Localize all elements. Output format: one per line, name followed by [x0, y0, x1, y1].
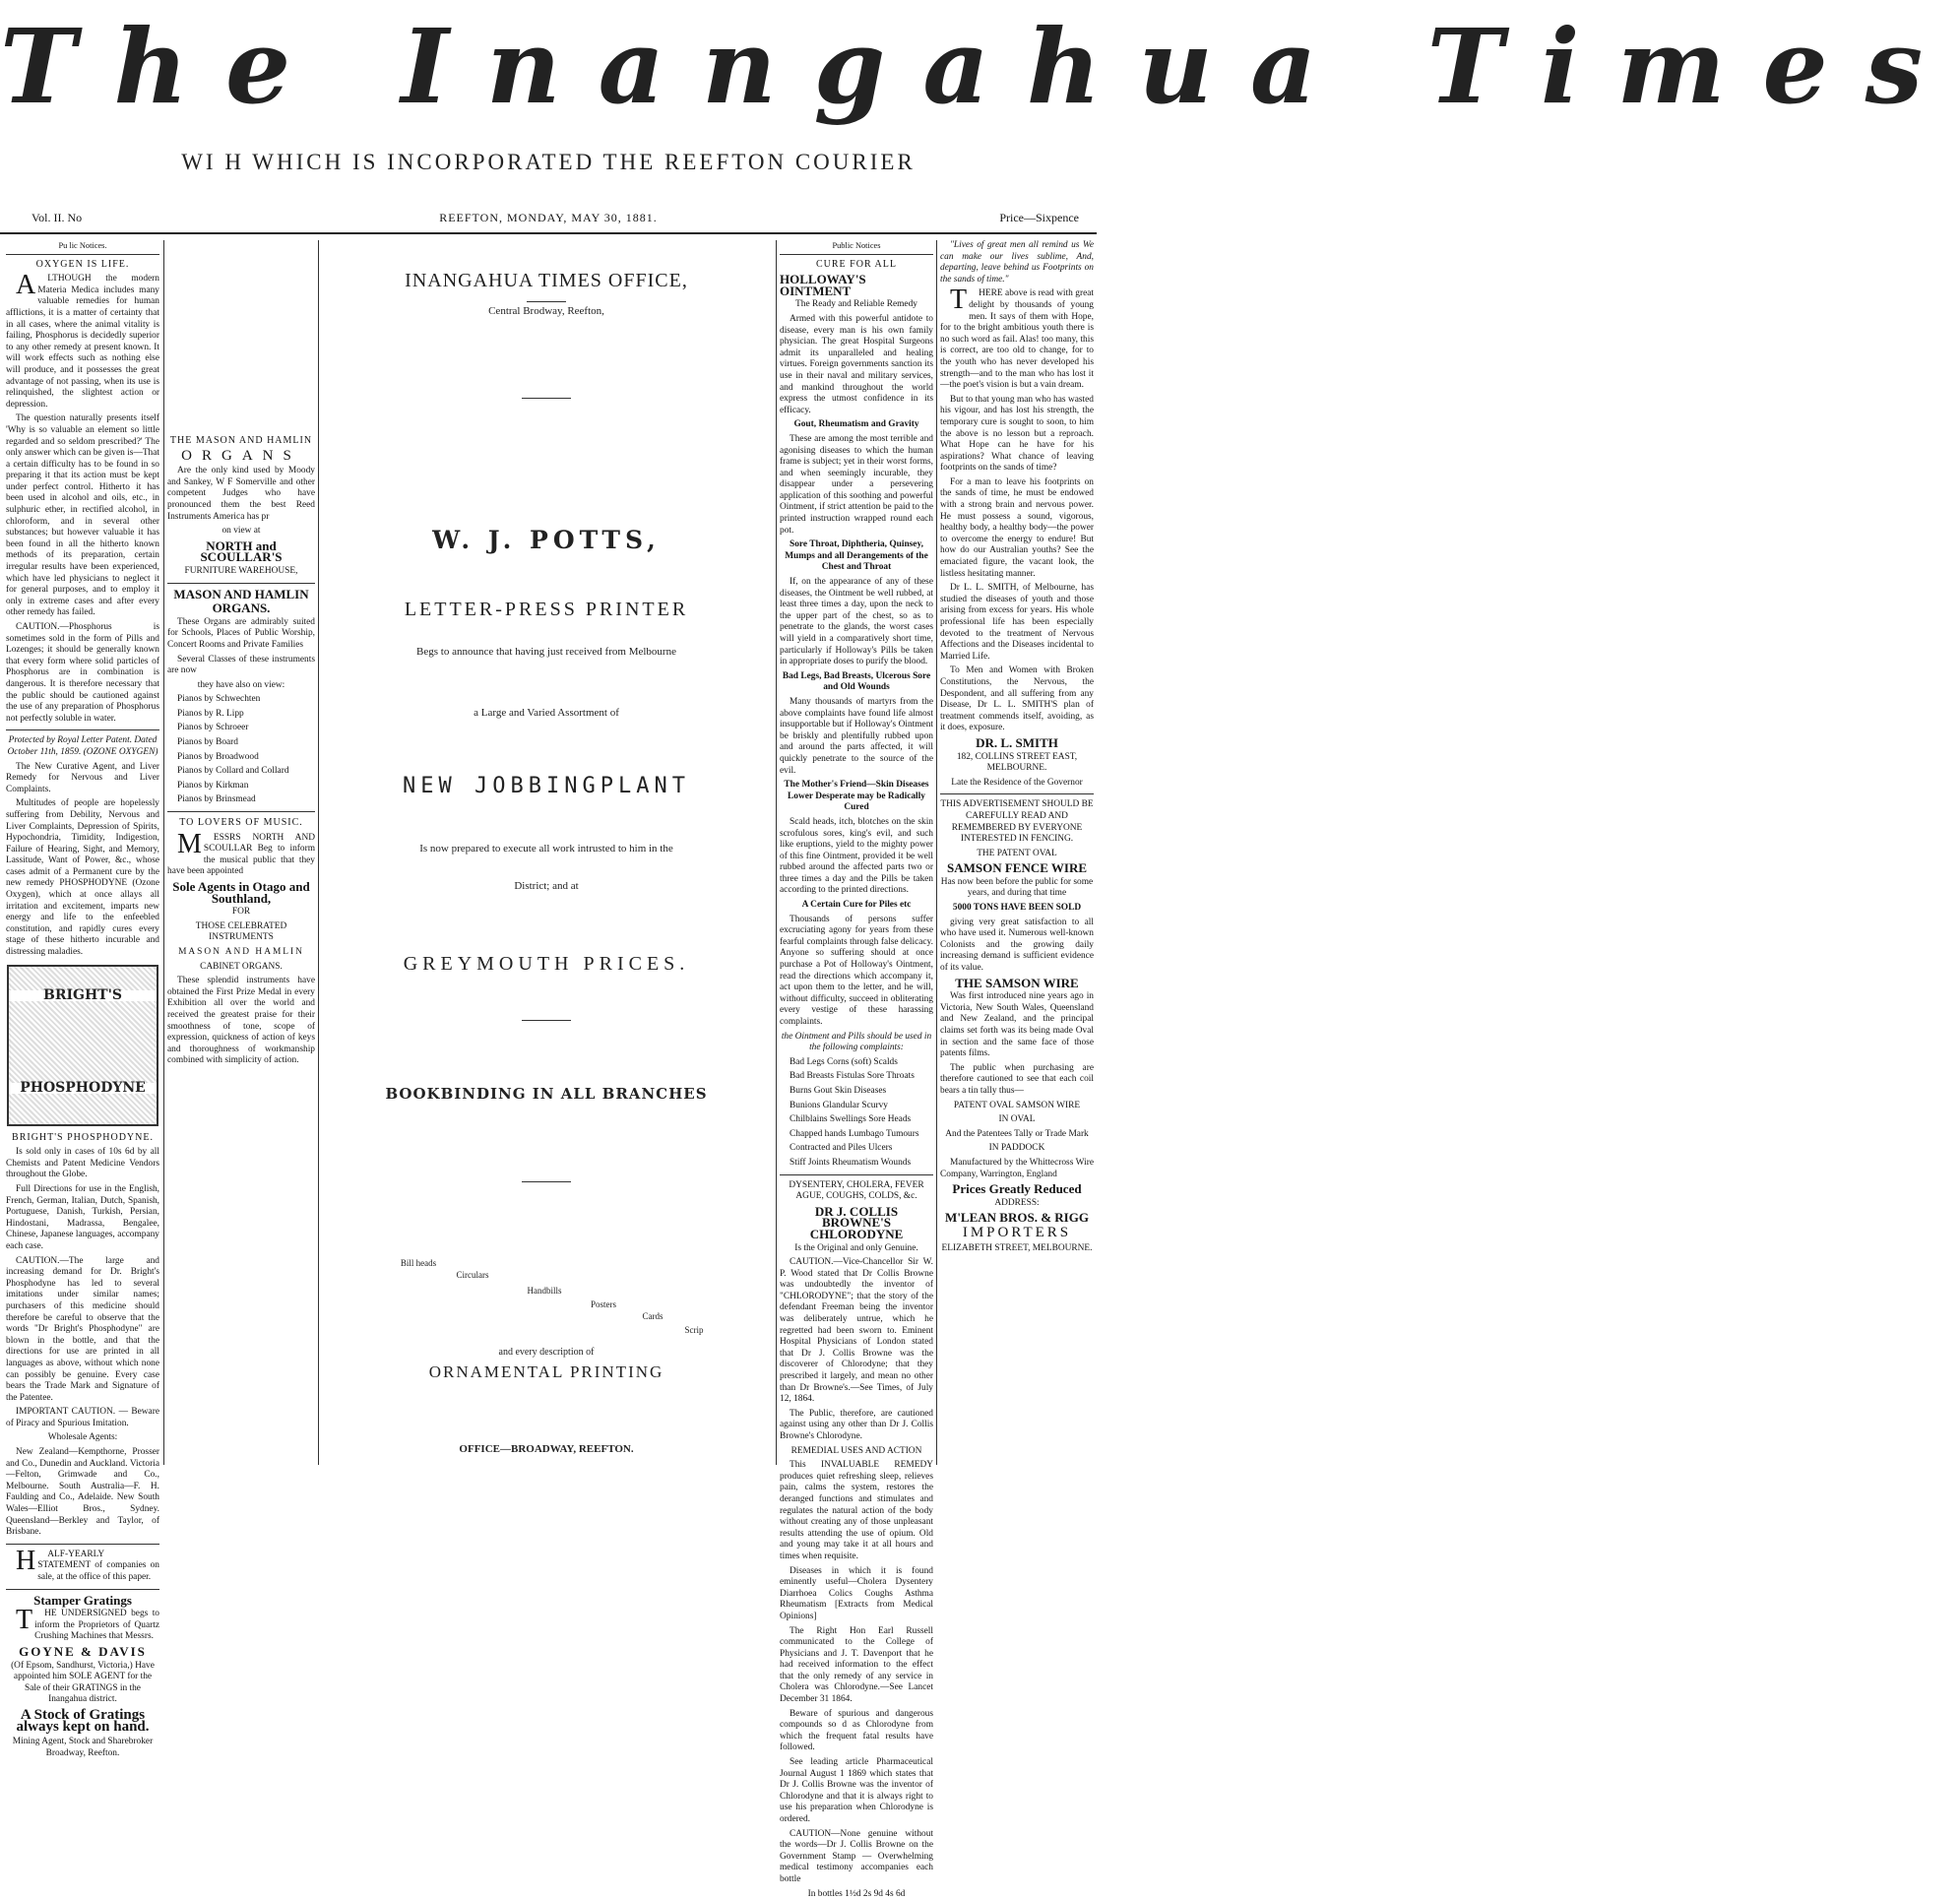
ad-body: Is the Original and only Genuine. [794, 1242, 918, 1253]
ad-body: THOSE CELEBRATED INSTRUMENTS [195, 920, 287, 943]
complaint-row: Chapped hands Lumbago Tumours [790, 1128, 919, 1139]
ad-heading: OXYGEN IS LIFE. [35, 258, 130, 270]
ad-body: To Men and Women with Broken Constitutions, the Nervous, the Despondent, and all suffering from any Disease, Dr L. L. SMITH'S plan of treatment commends itself, avoiding, as it does, exposure. [940, 665, 1094, 733]
volume-number: Vol. II. No [32, 211, 83, 224]
ad-body: For a man to leave his footprints on the sands of time, he must be endowed with a strong brain and nervous power. He must possess a sound, vigorous, healthy body, a healthy body—the power to overcome the energy to endure! But how do our Australian youths? See the emaciated figure, the vacant look, the listless hesitating manner. [940, 476, 1094, 579]
ad-body: The New Curative Agent, and Liver Remedy for Nervous and Liver Complaints. [6, 761, 159, 794]
ad-body: Dr L. L. SMITH, of Melbourne, has studied the diseases of youth and those arising from excess for years. His whole professional life has been especially devoted to the treatment of Nervous Affections and the Diseases incidental to Married Life. [940, 583, 1094, 662]
ad-body: THERE above is read with great delight by thousands of young men. It says of them with Hope, for to the bright ambitious youth there is no such word as fail. Alas! too many, this is correct, are too old to change, for to the youth who has never developed his strength—and to the man who has lost it—the poet's vision is but a vain dream. [940, 285, 1094, 391]
ad-body: The Public, therefore, are cautioned against using any other than Dr J. Collis Browne's Chlorodyne. [780, 1408, 933, 1441]
print-item: Handbills [527, 1286, 562, 1296]
ad-body: Full Directions for use in the English, French, German, Italian, Dutch, Spanish, Portuguese, Danish, Turkish, Persian, Hindostani, Madrassa, Bengalee, Chinese, Japanese languages, accompany each case. [6, 1184, 159, 1251]
ad-body: PATENT OVAL SAMSON WIRE [953, 1100, 1081, 1110]
ad-body: Is sold only in cases of 10s 6d by all Chemists and Patent Medicine Vendors throughout the Globe. [6, 1147, 159, 1180]
ad-body: The question naturally presents itself 'Why is so valuable an element so little regarded and so seldom prescribed?' The only answer which can be given is—That a certain difficulty has to be found in so preparing it that its action must be kept under perfect control. Hitherto it has been used in alcohol and oils, etc., in sulphuric ether, in rectified alcohol, in chloroform, and in several other substances; but however valuable it has been found in all the hitherto known methods of its preparation, certain irregular results have been experienced, which have led physicians to neglect it for general purposes, and to employ it only in extreme cases and after every other remedy has failed. [6, 413, 159, 618]
ad-heading: TO LOVERS OF MUSIC. [179, 817, 303, 829]
ad-patent: Protected by Royal Letter Patent. Dated October 11th, 1859. (OZONE OXYGEN) [7, 735, 158, 757]
complaint-row: Contracted and Piles Ulcers [790, 1143, 893, 1154]
ad-body: Scald heads, itch, blotches on the skin scrofulous sores, king's evil, and such like eruptions, yield to the mighty power of this fine Ointment, provided it be well rubbed around the affected parts two or three times a day and the Pills be taken according to the printed directions. [780, 816, 933, 896]
piano-item: Pianos by Board [177, 737, 238, 748]
masthead-subtitle: WI H WHICH IS INCORPORATED THE REEFTON COURIER [181, 150, 916, 174]
ad-heading: ORGANS. [212, 601, 271, 616]
ad-subheading: Sore Throat, Diphtheria, Quinsey, Mumps and all Derangements of the Chest and Throat [785, 539, 928, 573]
print-item: Cards [642, 1311, 664, 1321]
issue-price: Price—Sixpence [999, 211, 1079, 224]
piano-item: Pianos by Schwechten [177, 694, 261, 705]
ad-body: MASON AND HAMLIN [178, 946, 304, 957]
office-footer: OFFICE—BROADWAY, REEFTON. [459, 1443, 634, 1455]
column-oxygen [6, 240, 159, 1758]
piano-item: Pianos by Collard and Collard [177, 766, 289, 777]
phosphodyne-emblem [7, 965, 158, 1126]
complaint-row: Bunions Glandular Scurvy [790, 1100, 888, 1110]
ad-subheading: Wholesale Agents: [47, 1432, 118, 1443]
ad-body: These are among the most terrible and agonising diseases to which the human frame is subject; yet in their worst forms, and when seemingly incurable, they disappear under a persevering application of this soothing and powerful Ointment, if strict attention be paid to the printed instruction wrapped round each pot. [780, 433, 933, 536]
complaint-row: Bad Breasts Fistulas Sore Throats [790, 1071, 915, 1082]
ad-body: THE PATENT OVAL [977, 848, 1057, 858]
ad-heading: MASON AND HAMLIN [173, 586, 309, 602]
ad-heading: BRIGHT'S PHOSPHODYNE. [12, 1131, 154, 1143]
ad-heading: DYSENTERY, CHOLERA, FEVER AGUE, COUGHS, COLDS, &c. [789, 1179, 924, 1202]
ad-body: ELIZABETH STREET, MELBOURNE. [941, 1242, 1093, 1253]
ad-heading: Stamper Gratings [33, 1592, 132, 1608]
ad-body: 182, COLLINS STREET EAST, MELBOURNE. [956, 751, 1078, 774]
piano-item: Pianos by Brinsmead [177, 794, 256, 805]
ad-body: IN PADDOCK [988, 1143, 1045, 1154]
ad-body: CABINET ORGANS. [200, 961, 283, 972]
complaint-row: Stiff Joints Rheumatism Wounds [790, 1157, 912, 1168]
ad-body: 5000 TONS HAVE BEEN SOLD [952, 903, 1082, 914]
emblem-bottom-text: PHOSPHODYNE [9, 1083, 157, 1095]
greymouth-prices: GREYMOUTH PRICES. [403, 953, 690, 975]
issue-date: REEFTON, MONDAY, MAY 30, 1881. [439, 211, 658, 224]
piano-item: Pianos by R. Lipp [177, 708, 244, 719]
ad-body: Many thousands of martyrs from the above complaints have found life almost insupportable but if Holloway's Ointment be briskly and plentifully rubbed upon and around the parts affected, it will quickly penetrate to the source of the evil. [780, 696, 933, 776]
dateline [0, 203, 1097, 234]
ad-body: HALF-YEARLY STATEMENT of companies on sale, at the office of this paper. [16, 1545, 159, 1582]
ad-body: Manufactured by the Whittecross Wire Company, Warrington, England [940, 1157, 1094, 1179]
ad-body: giving very great satisfaction to all who have used it. Numerous well-known Colonists and the growing daily increasing demand is sufficient evidence of its value. [940, 917, 1094, 974]
ad-body: FURNITURE WAREHOUSE, [184, 565, 298, 576]
center-text: District; and at [514, 880, 579, 892]
column-smith [940, 240, 1094, 1465]
ad-subheading: Gout, Rheumatism and Gravity [793, 419, 919, 430]
complaint-row: Chilblains Swellings Sore Heads [790, 1114, 912, 1125]
ad-heading: GOYNE & DAVIS [19, 1643, 147, 1659]
ad-body: Late the Residence of the Governor [951, 777, 1083, 788]
ad-body: These Organs are admirably suited for Schools, Places of Public Worship, Concert Rooms and Private Families [167, 616, 315, 650]
ad-body: Has now been before the public for some years, and during that time [940, 876, 1094, 899]
ad-heading: M'LEAN BROS. & RIGG [945, 1210, 1089, 1226]
ad-body: (Of Epsom, Sandhurst, Victoria,) Have appointed him SOLE AGENT for the Sale of their GRATINGS in the Inangahua district. [11, 1660, 155, 1705]
ad-heading: NORTH and SCOULLAR'S [200, 538, 283, 565]
ad-body: Beware of spurious and dangerous compounds so d as Chlorodyne from which the frequent fatal results have followed. [780, 1708, 933, 1753]
column-organs [167, 433, 315, 1465]
ad-heading: HOLLOWAY'S OINTMENT [780, 272, 866, 298]
jobbing-plant: NEW JOBBINGPLANT [403, 774, 690, 798]
bookbinding: BOOKBINDING IN ALL BRANCHES [385, 1085, 708, 1103]
ad-subheading: the Ointment and Pills should be used in the following complaints: [781, 1031, 932, 1053]
ad-body: Thousands of persons suffer excruciating agony for years from these fearful complaints through false delicacy. Anyone so suffering should at once purchase a Pot of Holloway's Ointment, read the directions which accompany it, act upon them to the letter, and he will, without difficulty, succeed in obliterating every vestige of these harassing complaints. [780, 914, 933, 1027]
print-item: Scrip [684, 1325, 704, 1335]
ad-heading: DR. L. SMITH [976, 734, 1058, 750]
masthead-title: The Inangahua Times [0, 6, 1960, 127]
ad-body: This INVALUABLE REMEDY produces quiet refreshing sleep, relieves pain, calms the system, restores the deranged functions and stimulates and regulates the natural action of the body without creating any of those unpleasant results attending the use of opium. Old and young may take it at all hours and times when requisite. [780, 1460, 933, 1561]
ad-heading: A Stock of Gratings always kept on hand. [16, 1706, 150, 1735]
ad-body: Are the only kind used by Moody and Sankey, W F Somerville and other competent Judges who have pronounced them the best Reed Instruments America has pr [167, 466, 315, 522]
ad-heading: THE SAMSON WIRE [955, 975, 1079, 990]
center-text: Is now prepared to execute all work intrusted to him in the [419, 843, 673, 855]
ad-body: FOR [231, 907, 251, 918]
ad-body: CAUTION.—Vice-Chancellor Sir W. P. Wood stated that Dr Collis Browne was undoubtedly the inventor of "CHLORODYNE"; that the story of the defendant Freeman being the inventor was deliberately untrue, which he regretted had been sworn to. Eminent Hospital Physicians of London stated that Dr J. Collis Browne was the discoverer of Chlorodyne; that they prescribed it largely, and mean no other than Dr Browne's.—See Times, of July 12, 1864. [780, 1257, 933, 1405]
ad-subheading: The Ready and Reliable Remedy [795, 299, 917, 310]
printer-name: W. J. POTTS, [432, 526, 661, 554]
ad-body: ALTHOUGH the modern Materia Medica includes many valuable remedies for human afflictions, it is a matter of certainty that in all cases, where the animal vitality is failing, Phosphorus is decidedly superior to any other remedy at present known. It will work effects such as nothing else will produce, and it possesses the great advantage of not passing, when its use is relinquished, the slightest action or depression. [6, 270, 159, 410]
center-text: Begs to announce that having just received from Melbourne [416, 646, 676, 658]
ad-body: on view at [221, 526, 261, 537]
ad-body: In bottles 1½d 2s 9d 4s 6d [807, 1888, 906, 1899]
masthead [0, 0, 1960, 174]
ad-body: Was first introduced nine years ago in Victoria, New South Wales, Queensland and New Zealand, and the principal claims set forth was its being made Oval in section and the same face of those patents films. [940, 991, 1094, 1059]
ad-heading: Sole Agents in Otago and Southland, [172, 879, 310, 906]
column-rule [936, 240, 937, 1465]
ad-body: And the Patentees Tally or Trade Mark [945, 1128, 1089, 1139]
ad-body: MESSRS NORTH AND SCOULLAR Beg to inform the musical public that they have been appointed [167, 828, 315, 877]
printer-trade: LETTER-PRESS PRINTER [404, 599, 689, 620]
column-rule [318, 240, 319, 1465]
ad-heading: IMPORTERS [962, 1224, 1072, 1240]
complaint-row: Burns Gout Skin Diseases [790, 1085, 887, 1096]
ad-body: Multitudes of people are hopelessly suffering from Debility, Nervous and Liver Complaints, Depression of Spirits, Hypochondria, Timidity, Indigestion, Failure of Hearing, Sight, and Memory, Lassitude, Want of Power, &c., whose cases admit of a Permanent cure by the new remedy PHOSPHODYNE (Ozone Oxygen), which at once allays all irritation and excitement, imparts new energy and life to the enfeebled constitution, and rapidly cures every stage of these hitherto incurable and distressing maladies. [6, 798, 159, 958]
print-item: Posters [590, 1299, 616, 1309]
piano-item: Pianos by Kirkman [177, 780, 249, 791]
ad-body: Diseases in which it is found eminently useful—Cholera Dysentery Diarrhoea Colics Coughs Asthma Rheumatism [Extracts from Medical Opinions] [780, 1565, 933, 1621]
ad-body: These splendid instruments have obtained the First Prize Medal in every Exhibition all over the world and received the greatest praise for their smoothness of tone, scope of expression, quickness of action of keys and thoroughness of workmanship combined with simplicity of action. [167, 976, 315, 1066]
center-text: and every description of [498, 1347, 595, 1358]
ad-body: Armed with this powerful antidote to disease, every man is his own family physician. The great Hospital Surgeons admit its unparalleled and healing virtues. Foreign governments sanction its use in their naval and military services, and mankind throughout the world express the utmost confidence in its efficacy. [780, 313, 933, 415]
ad-subheading: REMEDIAL USES AND ACTION [790, 1445, 922, 1456]
ad-heading: Prices Greatly Reduced [952, 1181, 1082, 1197]
ad-heading: DR J. COLLIS BROWNE'S CHLORODYNE [809, 1203, 904, 1241]
print-item: Bill heads [400, 1258, 437, 1268]
ad-body: The public when purchasing are therefore cautioned to see that each coil bears a tin tally thus— [940, 1062, 1094, 1096]
ad-body: ADDRESS: [994, 1197, 1040, 1208]
ad-body: THE UNDERSIGNED begs to inform the Proprietors of Quartz Crushing Machines that Messrs. [16, 1605, 159, 1642]
ad-heading: SAMSON FENCE WIRE [946, 860, 1088, 876]
ad-body: Mining Agent, Stock and Sharebroker Broadway, Reefton. [12, 1737, 154, 1758]
emblem-top-text: BRIGHT'S [9, 990, 157, 1002]
piano-item: Pianos by Broadwood [177, 751, 259, 762]
ad-body: CAUTION—None genuine without the words—Dr J. Collis Browne on the Government Stamp — Overwhelming medical testimony accompanies each bottle [780, 1828, 933, 1884]
ad-body: they have also on view: [197, 679, 285, 690]
print-item: Circulars [456, 1270, 489, 1280]
ad-body: New Zealand—Kempthorne, Prosser and Co., Dunedin and Auckland. Victoria—Felton, Grimwade and Co., Melbourne. South Australia—F. H. Faulding and Co., Adelaide. New South Wales—Elliot Bros., Sydney. Queensland—Berkley and Taylor, of Brisbane. [6, 1447, 159, 1538]
ad-heading: ORGANS [181, 447, 301, 464]
column-holloway [780, 240, 933, 1899]
ad-subheading: A Certain Cure for Piles etc [801, 900, 912, 911]
office-title: INANGAHUA TIMES OFFICE, [405, 270, 688, 291]
complaint-row: Bad Legs Corns (soft) Scalds [790, 1056, 898, 1067]
office-address: Central Brodway, Reefton, [488, 305, 604, 317]
section-label: Pu lic Notices. [6, 240, 159, 255]
ad-body: If, on the appearance of any of these diseases, the Ointment be well rubbed, at least three times a day, upon the neck to the upper part of the chest, so as to penetrate to the glands, the worst cases will yield in a comparatively short time, particularly if Holloway's Pills be taken in appropriate doses to purify the blood. [780, 577, 933, 667]
ornamental-printing: ORNAMENTAL PRINTING [428, 1362, 664, 1381]
ad-verse: "Lives of great men all remind us We can make our lives sublime, And, departing, leave behind us Footprints on the sands of time." [940, 240, 1094, 285]
section-label: Public Notices [780, 240, 933, 255]
ad-subheading: Bad Legs, Bad Breasts, Ulcerous Sore and Old Wounds [782, 670, 931, 693]
ad-body: IMPORTANT CAUTION. — Beware of Piracy and Spurious Imitation. [6, 1407, 159, 1428]
ad-body: See leading article Pharmaceutical Journal August 1 1869 which states that Dr J. Collis Browne was the inventor of Chlorodyne and that it is always right to use his preparation when Chlorodyne is ordered. [780, 1757, 933, 1824]
center-text: a Large and Varied Assortment of [474, 707, 619, 719]
column-rule [776, 240, 777, 1465]
ad-body: CAUTION.—The large and increasing demand for Dr. Bright's Phosphodyne has led to several imitations under similar names; purchasers of this medicine should therefore be careful to observe that the words "Dr Bright's Phosphodyne" are blown in the bottle, and that the directions for use are printed in all languages as above, without which none can possibly be genuine. Every case bears the Trade Mark and Signature of the Patentee. [6, 1255, 159, 1403]
ad-heading: THE MASON AND HAMLIN [169, 435, 313, 446]
ad-body: THIS ADVERTISEMENT SHOULD BE CAREFULLY READ AND REMEMBERED BY EVERYONE INTERESTED IN FENCING. [940, 799, 1094, 845]
ad-body: Several Classes of these instruments are now [167, 654, 315, 676]
ad-body: But to that young man who has wasted his vigour, and has lost his strength, the temporary cure is sought to soon, to him the above is no lesson but a reproach. What Hope can he have for his aspirations? What chance of leaving footprints on the sands of time? [940, 394, 1094, 474]
ad-body: The Right Hon Earl Russell communicated to the College of Physicians and J. T. Davenport that he had received information to the effect that the only remedy of any service in Cholera was Chlorodyne.—See Lancet December 31 1864. [780, 1625, 933, 1705]
column-rule [163, 240, 164, 1465]
piano-item: Pianos by Schroeer [177, 723, 249, 733]
ad-heading: CURE FOR ALL [815, 258, 897, 270]
ad-caution: CAUTION.—Phosphorus is sometimes sold in the form of Pills and Lozenges; it should be generally known that every form where solid particles of Phosphorus are in combination is dangerous. It is therefore necessary that the public should be cautioned against the use of any preparation of Phosphorus not perfectly soluble in water. [6, 622, 159, 724]
ad-body: IN OVAL [998, 1114, 1036, 1125]
column-printing-office [320, 240, 773, 1465]
ad-subheading: The Mother's Friend—Skin Diseases Lower Desperate may be Radically Cured [784, 780, 929, 813]
